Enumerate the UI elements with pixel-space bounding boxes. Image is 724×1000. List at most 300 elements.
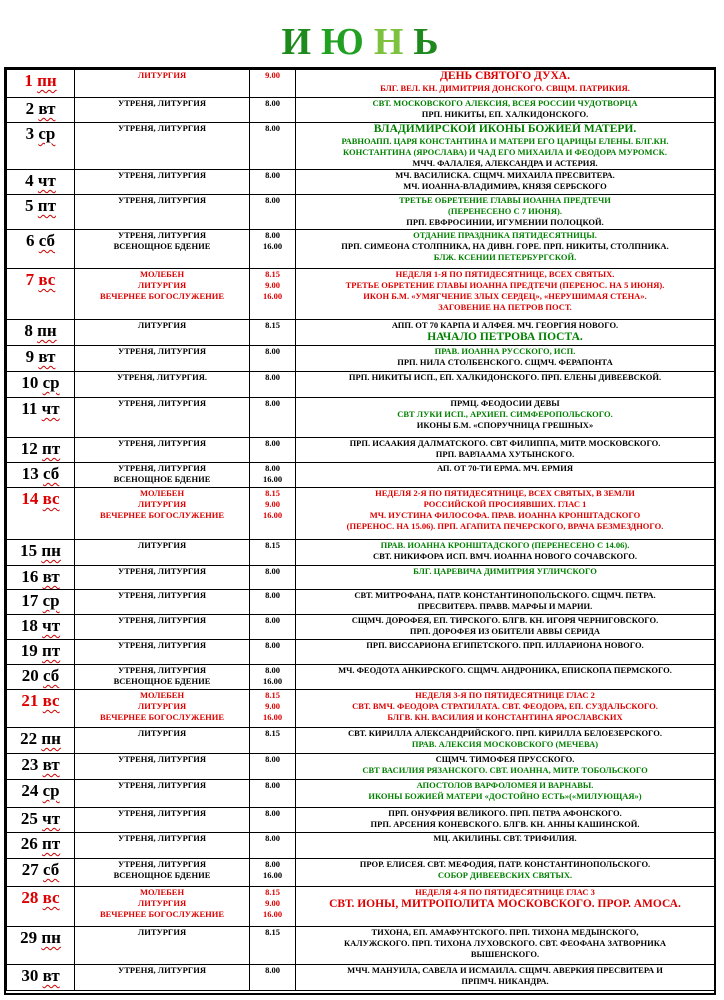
service-time: 8.15 xyxy=(265,690,280,700)
services-cell xyxy=(75,808,250,833)
day-of-week: вс xyxy=(38,270,56,289)
day-number: 30 xyxy=(21,966,39,985)
service-name: УТРЕНЯ, ЛИТУРГИЯ xyxy=(118,566,206,576)
day-number: 14 xyxy=(21,489,39,508)
feast-line: КАЛУЖСКОГО. ПРП. ТИХОНА ЛУХОВСКОГО. СВТ. ФЕОФАНА ЗАТВОРНИКА xyxy=(343,938,667,948)
service-name: УТРЕНЯ, ЛИТУРГИЯ xyxy=(118,195,206,205)
feast-line: СВТ ЛУКИ ИСП., АРХИЕП. СИМФЕРОПОЛЬСКОГО. xyxy=(397,409,613,419)
services-cell xyxy=(75,269,250,320)
day-row xyxy=(7,398,715,438)
feast-info-cell xyxy=(296,98,715,123)
title-letter: Ь xyxy=(413,21,443,63)
day-number: 9 xyxy=(25,347,35,366)
service-time: 8.00 xyxy=(265,463,280,473)
feast-line: МЧ. ИОАННА-ВЛАДИМИРА, КНЯЗЯ СЕРБСКОГО xyxy=(403,181,607,191)
feast-info-cell xyxy=(296,398,715,438)
day-row xyxy=(7,640,715,665)
day-date xyxy=(7,170,75,195)
service-time: 8.00 xyxy=(265,859,280,869)
feast-info-cell xyxy=(296,70,715,98)
feast-line: ИКОНЫ БОЖИЕЙ МАТЕРИ «ДОСТОЙНО ЕСТЬ»(«МИЛУЮЩАЯ») xyxy=(368,791,642,801)
times-cell xyxy=(250,808,296,833)
feast-info-cell xyxy=(296,754,715,780)
day-date xyxy=(7,463,75,488)
day-number: 20 xyxy=(21,666,39,685)
service-time: 9.00 xyxy=(265,898,280,908)
service-time: 9.00 xyxy=(265,70,280,80)
times-cell xyxy=(250,833,296,859)
feast-line: АП. ОТ 70-ТИ ЕРМА. МЧ. ЕРМИЯ xyxy=(436,463,574,473)
feast-line: ЗАГОВЕНИЕ НА ПЕТРОВ ПОСТ. xyxy=(438,302,572,312)
day-date xyxy=(7,123,75,170)
service-name: УТРЕНЯ, ЛИТУРГИЯ xyxy=(118,859,206,869)
day-row xyxy=(7,690,715,728)
feast-info-cell xyxy=(296,230,715,269)
day-row xyxy=(7,346,715,372)
times-cell xyxy=(250,780,296,808)
day-date xyxy=(7,640,75,665)
feast-line: ПРАВ. АЛЕКСИЯ МОСКОВСКОГО (МЕЧЕВА) xyxy=(411,739,599,749)
day-date xyxy=(7,540,75,566)
day-of-week: вт xyxy=(38,347,56,366)
day-of-week: вт xyxy=(42,755,60,774)
service-name: УТРЕНЯ, ЛИТУРГИЯ xyxy=(118,833,206,843)
day-date xyxy=(7,887,75,927)
service-time: 16.00 xyxy=(262,870,283,880)
day-row xyxy=(7,780,715,808)
times-cell xyxy=(250,690,296,728)
day-of-week: вт xyxy=(38,99,56,118)
day-date xyxy=(7,346,75,372)
day-number: 15 xyxy=(20,541,38,560)
times-cell xyxy=(250,590,296,615)
feast-line: ПРП. ИСААКИЯ ДАЛМАТСКОГО. СВТ ФИЛИППА, МИТР. МОСКОВСКОГО. xyxy=(349,438,661,448)
service-name: ВЕЧЕРНЕЕ БОГОСЛУЖЕНИЕ xyxy=(99,712,225,722)
day-date xyxy=(7,965,75,991)
service-time: 8.15 xyxy=(265,887,280,897)
services-cell xyxy=(75,690,250,728)
schedule-frame xyxy=(4,67,716,995)
day-number: 24 xyxy=(21,781,39,800)
feast-line: СВТ. ИОНЫ, МИТРОПОЛИТА МОСКОВСКОГО. ПРОР. АМОСА. xyxy=(329,898,681,910)
times-cell xyxy=(250,965,296,991)
service-time: 8.00 xyxy=(265,123,280,133)
service-time: 8.00 xyxy=(265,590,280,600)
service-name: МОЛЕБЕН xyxy=(139,887,185,897)
day-number: 17 xyxy=(21,591,39,610)
day-row xyxy=(7,566,715,590)
day-row xyxy=(7,320,715,346)
service-time: 16.00 xyxy=(262,241,283,251)
day-of-week: чт xyxy=(41,399,60,418)
day-number: 11 xyxy=(21,399,38,418)
feast-info-cell xyxy=(296,540,715,566)
service-time: 16.00 xyxy=(262,712,283,722)
feast-line: ВЫШЕНСКОГО. xyxy=(470,949,540,959)
feast-line: ИКОН Б.М. «УМЯГЧЕНИЕ ЗЛЫХ СЕРДЕЦ», «НЕРУШИМАЯ СТЕНА». xyxy=(363,291,647,301)
service-name: МОЛЕБЕН xyxy=(139,690,185,700)
feast-line: ПРП. НИЛА СТОЛБЕНСКОГО. СЩМЧ. ФЕРАПОНТА xyxy=(397,357,613,367)
feast-line: РАВНОАПП. ЦАРЯ КОНСТАНТИНА И МАТЕРИ ЕГО ЦАРИЦЫ ЕЛЕНЫ. БЛГ.КН. xyxy=(341,136,669,146)
service-time: 8.00 xyxy=(265,808,280,818)
service-name: ВЕЧЕРНЕЕ БОГОСЛУЖЕНИЕ xyxy=(99,291,225,301)
services-cell xyxy=(75,230,250,269)
service-time: 8.00 xyxy=(265,195,280,205)
service-time: 8.15 xyxy=(265,269,280,279)
service-time: 8.00 xyxy=(265,833,280,843)
feast-line: ПРП. НИКИТЫ, ЕП. ХАЛКИДОНСКОГО. xyxy=(421,109,589,119)
service-time: 8.00 xyxy=(265,780,280,790)
feast-line: МЧ. ИУСТИНА ФИЛОСОФА. ПРАВ. ИОАННА КРОНШТАДСКОГО xyxy=(369,510,641,520)
service-time: 9.00 xyxy=(265,280,280,290)
feast-info-cell xyxy=(296,780,715,808)
feast-line: БЛГВ. КН. ВАСИЛИЯ И КОНСТАНТИНА ЯРОСЛАВСКИХ xyxy=(387,712,623,722)
day-date xyxy=(7,70,75,98)
feast-line: НЕДЕЛЯ 1-Я ПО ПЯТИДЕСЯТНИЦЕ, ВСЕХ СВЯТЫХ. xyxy=(395,269,615,279)
service-name: УТРЕНЯ, ЛИТУРГИЯ xyxy=(118,123,206,133)
feast-line: СВТ. КИРИЛЛА АЛЕКСАНДРИЙСКОГО. ПРП. КИРИЛЛА БЕЛОЕЗЕРСКОГО. xyxy=(347,728,662,738)
times-cell xyxy=(250,346,296,372)
feast-line: БЛГ. ЦАРЕВИЧА ДИМИТРИЯ УГЛИЧСКОГО xyxy=(413,566,597,576)
day-number: 23 xyxy=(21,755,39,774)
services-cell xyxy=(75,320,250,346)
service-time: 16.00 xyxy=(262,474,283,484)
day-date xyxy=(7,665,75,690)
service-name: УТРЕНЯ, ЛИТУРГИЯ xyxy=(118,665,206,675)
day-number: 6 xyxy=(25,231,35,250)
services-cell xyxy=(75,346,250,372)
services-cell xyxy=(75,372,250,398)
services-cell xyxy=(75,438,250,463)
service-name: УТРЕНЯ, ЛИТУРГИЯ xyxy=(118,780,206,790)
service-time: 8.00 xyxy=(265,640,280,650)
day-row xyxy=(7,230,715,269)
feast-line: (ПЕРЕНЕСЕНО С 7 ИЮНЯ). xyxy=(448,206,562,216)
service-name: ВЕЧЕРНЕЕ БОГОСЛУЖЕНИЕ xyxy=(99,909,225,919)
day-number: 3 xyxy=(25,124,35,143)
day-of-week: сб xyxy=(38,231,55,250)
day-date xyxy=(7,690,75,728)
day-row xyxy=(7,488,715,540)
day-of-week: чт xyxy=(37,171,56,190)
services-cell xyxy=(75,98,250,123)
feast-line: ПРП. ОНУФРИЯ ВЕЛИКОГО. ПРП. ПЕТРА АФОНСКОГО. xyxy=(388,808,622,818)
day-row xyxy=(7,70,715,98)
service-time: 8.15 xyxy=(265,927,280,937)
service-name: ВСЕНОЩНОЕ БДЕНИЕ xyxy=(113,241,211,251)
day-row xyxy=(7,438,715,463)
times-cell xyxy=(250,320,296,346)
day-of-week: пт xyxy=(37,196,56,215)
feast-info-cell xyxy=(296,123,715,170)
service-name: УТРЕНЯ, ЛИТУРГИЯ xyxy=(118,590,206,600)
service-name: ЛИТУРГИЯ xyxy=(137,499,187,509)
service-time: 8.00 xyxy=(265,346,280,356)
day-number: 25 xyxy=(20,809,38,828)
service-name: УТРЕНЯ, ЛИТУРГИЯ xyxy=(118,98,206,108)
day-row xyxy=(7,269,715,320)
services-cell xyxy=(75,965,250,991)
service-time: 8.00 xyxy=(265,754,280,764)
day-of-week: вс xyxy=(42,691,60,710)
day-row xyxy=(7,540,715,566)
day-row xyxy=(7,195,715,230)
day-of-week: пн xyxy=(41,541,61,560)
services-cell xyxy=(75,170,250,195)
feast-info-cell xyxy=(296,320,715,346)
services-cell xyxy=(75,927,250,965)
day-number: 27 xyxy=(21,860,39,879)
day-of-week: пн xyxy=(37,321,57,340)
feast-line: ПРП. ВАРЛААМА ХУТЫНСКОГО. xyxy=(435,449,575,459)
feast-line: ПРП. АРСЕНИЯ КОНЕВСКОГО. БЛГВ. КН. АННЫ КАШИНСКОЙ. xyxy=(370,819,640,829)
services-cell xyxy=(75,566,250,590)
service-name: УТРЕНЯ, ЛИТУРГИЯ xyxy=(118,965,206,975)
day-of-week: вс xyxy=(42,888,60,907)
service-name: УТРЕНЯ, ЛИТУРГИЯ xyxy=(118,640,206,650)
times-cell xyxy=(250,540,296,566)
day-row xyxy=(7,965,715,991)
times-cell xyxy=(250,887,296,927)
feast-line: ПРП. НИКИТЫ ИСП., ЕП. ХАЛКИДОНСКОГО. ПРП. ЕЛЕНЫ ДИВЕЕВСКОЙ. xyxy=(348,372,662,382)
service-time: 9.00 xyxy=(265,701,280,711)
day-of-week: вт xyxy=(42,966,60,985)
feast-line: НЕДЕЛЯ 4-Я ПО ПЯТИДЕСЯТНИЦЕ ГЛАС 3 xyxy=(415,887,595,897)
services-cell xyxy=(75,728,250,754)
times-cell xyxy=(250,488,296,540)
feast-line: ПРП. ЕВФРОСИНИИ, ИГУМЕНИИ ПОЛОЦКОЙ. xyxy=(406,217,604,227)
times-cell xyxy=(250,438,296,463)
service-time: 8.15 xyxy=(265,488,280,498)
services-cell xyxy=(75,754,250,780)
feast-line: БЛГ. ВЕЛ. КН. ДИМИТРИЯ ДОНСКОГО. СВЩМ. ПАТРИКИЯ. xyxy=(380,83,630,93)
times-cell xyxy=(250,615,296,640)
feast-line: ПРАВ. ИОАННА КРОНШТАДСКОГО (ПЕРЕНЕСЕНО С 14.06). xyxy=(380,540,630,550)
service-time: 8.15 xyxy=(265,540,280,550)
day-row xyxy=(7,754,715,780)
day-date xyxy=(7,859,75,887)
day-date xyxy=(7,566,75,590)
day-date xyxy=(7,438,75,463)
feast-info-cell xyxy=(296,346,715,372)
services-cell xyxy=(75,780,250,808)
services-cell xyxy=(75,859,250,887)
feast-line: ТРЕТЬЕ ОБРЕТЕНИЕ ГЛАВЫ ИОАННА ПРЕДТЕЧИ (ПЕРЕНОС. НА 5 ИЮНЯ). xyxy=(345,280,665,290)
day-date xyxy=(7,372,75,398)
service-name: УТРЕНЯ, ЛИТУРГИЯ xyxy=(118,170,206,180)
day-number: 7 xyxy=(25,270,35,289)
day-of-week: сб xyxy=(42,666,60,685)
feast-line: ПРЕСВИТЕРА. ПРАВВ. МАРФЫ И МАРИИ. xyxy=(417,601,593,611)
day-date xyxy=(7,927,75,965)
service-time: 8.00 xyxy=(265,566,280,576)
feast-line: ИКОНЫ Б.М. «СПОРУЧНИЦА ГРЕШНЫХ» xyxy=(416,420,594,430)
day-number: 22 xyxy=(20,729,38,748)
service-name: ЛИТУРГИЯ xyxy=(137,320,187,330)
feast-info-cell xyxy=(296,665,715,690)
feast-info-cell xyxy=(296,833,715,859)
feast-info-cell xyxy=(296,859,715,887)
service-time: 16.00 xyxy=(262,676,283,686)
services-cell xyxy=(75,833,250,859)
day-number: 4 xyxy=(25,171,34,190)
times-cell xyxy=(250,195,296,230)
feast-line: СЩМЧ. ТИМОФЕЯ ПРУССКОГО. xyxy=(435,754,575,764)
day-row xyxy=(7,463,715,488)
day-of-week: чт xyxy=(42,809,61,828)
feast-line: НЕДЕЛЯ 2-Я ПО ПЯТИДЕСЯТНИЦЕ, ВСЕХ СВЯТЫХ, В ЗЕМЛИ xyxy=(375,488,635,498)
day-date xyxy=(7,320,75,346)
day-date xyxy=(7,488,75,540)
day-date xyxy=(7,398,75,438)
service-name: ВЕЧЕРНЕЕ БОГОСЛУЖЕНИЕ xyxy=(99,510,225,520)
service-name: ВСЕНОЩНОЕ БДЕНИЕ xyxy=(113,474,211,484)
service-time: 8.00 xyxy=(265,438,280,448)
service-name: ЛИТУРГИЯ xyxy=(137,898,187,908)
feast-line: (ПЕРЕНОС. НА 15.06). ПРП. АГАПИТА ПЕЧЕРСКОГО, ВРАЧА БЕЗМЕЗДНОГО. xyxy=(346,521,664,531)
feast-line: ДЕНЬ СВЯТОГО ДУХА. xyxy=(439,70,570,82)
day-of-week: пн xyxy=(41,928,61,947)
feast-info-cell xyxy=(296,488,715,540)
times-cell xyxy=(250,859,296,887)
feast-info-cell xyxy=(296,965,715,991)
services-cell xyxy=(75,615,250,640)
service-name: УТРЕНЯ, ЛИТУРГИЯ. xyxy=(116,372,208,382)
times-cell xyxy=(250,170,296,195)
times-cell xyxy=(250,665,296,690)
service-name: УТРЕНЯ, ЛИТУРГИЯ xyxy=(118,438,206,448)
feast-line: СВТ ВАСИЛИЯ РЯЗАНСКОГО. СВТ. ИОАННА, МИТР. ТОБОЛЬСКОГО xyxy=(362,765,648,775)
service-name: ЛИТУРГИЯ xyxy=(137,927,187,937)
times-cell xyxy=(250,398,296,438)
feast-line: СЩМЧ. ДОРОФЕЯ, ЕП. ТИРСКОГО. БЛГВ. КН. ИГОРЯ ЧЕРНИГОВСКОГО. xyxy=(351,615,659,625)
feast-line: ПРП. СИМЕОНА СТОЛПНИКА, НА ДИВН. ГОРЕ. ПРП. НИКИТЫ, СТОЛПНИКА. xyxy=(341,241,669,251)
day-of-week: ср xyxy=(38,124,56,143)
day-row xyxy=(7,123,715,170)
feast-line: НАЧАЛО ПЕТРОВА ПОСТА. xyxy=(427,331,583,343)
service-time: 16.00 xyxy=(262,909,283,919)
day-number: 21 xyxy=(21,691,39,710)
times-cell xyxy=(250,754,296,780)
day-row xyxy=(7,170,715,195)
feast-line: ПРАВ. ИОАННА РУССКОГО, ИСП. xyxy=(434,346,576,356)
feast-line: СВТ. НИКИФОРА ИСП. ВМЧ. ИОАННА НОВОГО СОЧАВСКОГО. xyxy=(372,551,638,561)
day-row xyxy=(7,590,715,615)
feast-line: МЧ. ФЕОДОТА АНКИРСКОГО. СЩМЧ. АНДРОНИКА, ЕПИСКОПА ПЕРМСКОГО. xyxy=(338,665,672,675)
service-time: 9.00 xyxy=(265,499,280,509)
day-number: 8 xyxy=(24,321,33,340)
times-cell xyxy=(250,98,296,123)
day-number: 10 xyxy=(21,373,39,392)
feast-line: ПРП. ВИССАРИОНА ЕГИПЕТСКОГО. ПРП. ИЛЛАРИОНА НОВОГО. xyxy=(366,640,644,650)
day-row xyxy=(7,98,715,123)
feast-info-cell xyxy=(296,615,715,640)
day-of-week: вт xyxy=(42,567,60,586)
schedule-table xyxy=(6,69,715,991)
feast-line: МЧЧ. МАНУИЛА, САВЕЛА И ИСМАИЛА. СЩМЧ. АВЕРКИЯ ПРЕСВИТЕРА И xyxy=(347,965,663,975)
times-cell xyxy=(250,70,296,98)
day-number: 12 xyxy=(20,439,38,458)
day-of-week: сб xyxy=(42,464,60,483)
services-cell xyxy=(75,123,250,170)
feast-line: ТИХОНА, ЕП. АМАФУНТСКОГО. ПРП. ТИХОНА МЕДЫНСКОГО, xyxy=(371,927,639,937)
times-cell xyxy=(250,463,296,488)
service-time: 8.00 xyxy=(265,398,280,408)
feast-info-cell xyxy=(296,438,715,463)
day-number: 2 xyxy=(25,99,35,118)
feast-line: НЕДЕЛЯ 3-Я ПО ПЯТИДЕСЯТНИЦЕ ГЛАС 2 xyxy=(415,690,595,700)
day-of-week: ср xyxy=(42,591,60,610)
service-name: ЛИТУРГИЯ xyxy=(137,70,187,80)
service-name: УТРЕНЯ, ЛИТУРГИЯ xyxy=(118,398,206,408)
feast-line: МЧ. ВАСИЛИСКА. СЩМЧ. МИХАИЛА ПРЕСВИТЕРА. xyxy=(395,170,615,180)
day-date xyxy=(7,754,75,780)
feast-line: МЧЧ. ФАЛАЛЕЯ, АЛЕКСАНДРА И АСТЕРИЯ. xyxy=(412,158,598,168)
feast-line: СОБОР ДИВЕЕВСКИХ СВЯТЫХ. xyxy=(437,870,573,880)
feast-info-cell xyxy=(296,170,715,195)
day-row xyxy=(7,615,715,640)
day-number: 19 xyxy=(20,641,38,660)
day-number: 13 xyxy=(21,464,39,483)
feast-info-cell xyxy=(296,887,715,927)
day-date xyxy=(7,195,75,230)
service-name: ЛИТУРГИЯ xyxy=(137,540,187,550)
feast-line: ПРПМЧ. НИКАНДРА. xyxy=(461,976,549,986)
service-time: 8.00 xyxy=(265,372,280,382)
times-cell xyxy=(250,640,296,665)
day-of-week: пт xyxy=(42,834,61,853)
day-row xyxy=(7,833,715,859)
day-date xyxy=(7,780,75,808)
feast-info-cell xyxy=(296,808,715,833)
feast-line: АПП. ОТ 70 КАРПА И АЛФЕЯ. МЧ. ГЕОРГИЯ НОВОГО. xyxy=(391,320,619,330)
times-cell xyxy=(250,269,296,320)
feast-line: ВЛАДИМИРСКОЙ ИКОНЫ БОЖИЕЙ МАТЕРИ. xyxy=(373,123,637,135)
day-date xyxy=(7,269,75,320)
day-row xyxy=(7,665,715,690)
month-title xyxy=(0,18,724,66)
feast-info-cell xyxy=(296,269,715,320)
times-cell xyxy=(250,372,296,398)
service-name: УТРЕНЯ, ЛИТУРГИЯ xyxy=(118,808,206,818)
title-letter: Н xyxy=(373,21,408,63)
feast-line: БЛЖ. КСЕНИИ ПЕТЕРБУРГСКОЙ. xyxy=(433,252,577,262)
day-number: 18 xyxy=(20,616,38,635)
feast-line: РОССИЙСКОЙ ПРОСИЯВШИХ. ГЛАС 1 xyxy=(423,499,587,509)
day-date xyxy=(7,833,75,859)
day-of-week: ср xyxy=(42,373,60,392)
service-name: УТРЕНЯ, ЛИТУРГИЯ xyxy=(118,463,206,473)
day-of-week: пт xyxy=(42,439,61,458)
feast-info-cell xyxy=(296,463,715,488)
day-of-week: пн xyxy=(41,729,61,748)
times-cell xyxy=(250,123,296,170)
feast-line: ОТДАНИЕ ПРАЗДНИКА ПЯТИДЕСЯТНИЦЫ. xyxy=(413,230,597,240)
day-date xyxy=(7,230,75,269)
service-name: ВСЕНОЩНОЕ БДЕНИЕ xyxy=(113,676,211,686)
services-cell xyxy=(75,540,250,566)
service-time: 16.00 xyxy=(262,291,283,301)
feast-line: ТРЕТЬЕ ОБРЕТЕНИЕ ГЛАВЫ ИОАННА ПРЕДТЕЧИ xyxy=(399,195,611,205)
times-cell xyxy=(250,230,296,269)
service-name: МОЛЕБЕН xyxy=(139,488,185,498)
service-name: ВСЕНОЩНОЕ БДЕНИЕ xyxy=(113,870,211,880)
feast-info-cell xyxy=(296,372,715,398)
times-cell xyxy=(250,728,296,754)
service-time: 8.00 xyxy=(265,170,280,180)
day-of-week: ср xyxy=(42,781,60,800)
services-cell xyxy=(75,640,250,665)
